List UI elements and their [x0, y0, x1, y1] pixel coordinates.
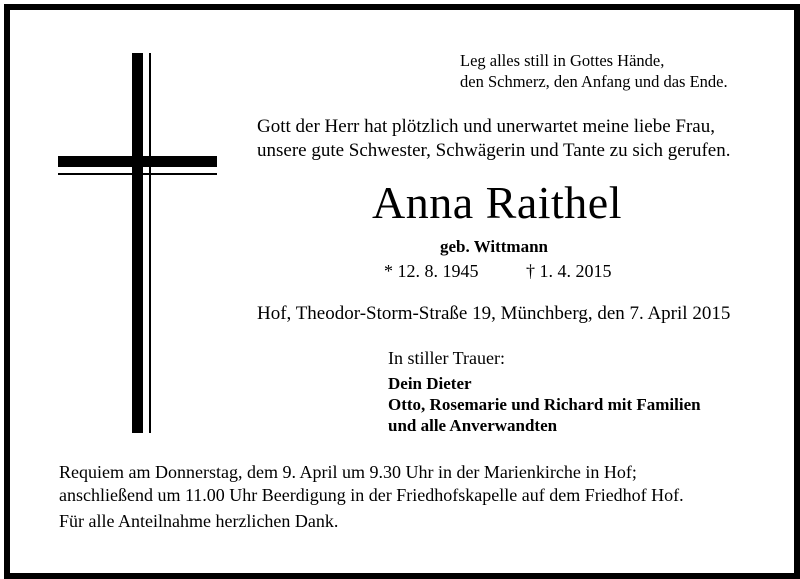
mourners-list — [388, 373, 701, 436]
verse-line-1: Leg alles still in Gottes Hände, — [460, 51, 665, 70]
cross-horizontal-bar — [58, 156, 217, 167]
place-and-date: Hof, Theodor-Storm-Straße 19, Münchberg, den 7. April 2015 — [257, 303, 731, 324]
intro-line-1: Gott der Herr hat plötzlich und unerwartet meine liebe Frau, — [257, 116, 715, 137]
thanks-line: Für alle Anteilnahme herzlichen Dank. — [59, 511, 339, 531]
deceased-name: Anna Raithel — [372, 177, 622, 228]
verse — [460, 50, 728, 92]
cross-horizontal-line — [58, 173, 217, 175]
cross-vertical-line — [149, 53, 151, 433]
service-line-1: Requiem am Donnerstag, dem 9. April um 9.30 Uhr in der Marienkirche in Hof; — [59, 462, 637, 482]
mourner-item: Otto, Rosemarie und Richard mit Familien — [388, 395, 701, 414]
intro-line-2: unsere gute Schwester, Schwägerin und Tante zu sich gerufen. — [257, 140, 731, 161]
verse-line-2: den Schmerz, den Anfang und das Ende. — [460, 72, 728, 91]
obituary-notice — [4, 4, 800, 579]
birth-date: * 12. 8. 1945 — [384, 261, 479, 281]
death-date: † 1. 4. 2015 — [526, 261, 612, 281]
intro-text — [257, 115, 730, 163]
mourner-item: und alle Anverwandten — [388, 416, 558, 435]
maiden-name: geb. Wittmann — [440, 237, 549, 256]
mourning-label: In stiller Trauer: — [388, 348, 505, 368]
mourner-item: Dein Dieter — [388, 374, 472, 393]
cross-vertical-bar — [132, 53, 143, 433]
service-line-2: anschließend um 11.00 Uhr Beerdigung in der Friedhofskapelle auf dem Friedhof Hof. — [59, 485, 684, 505]
